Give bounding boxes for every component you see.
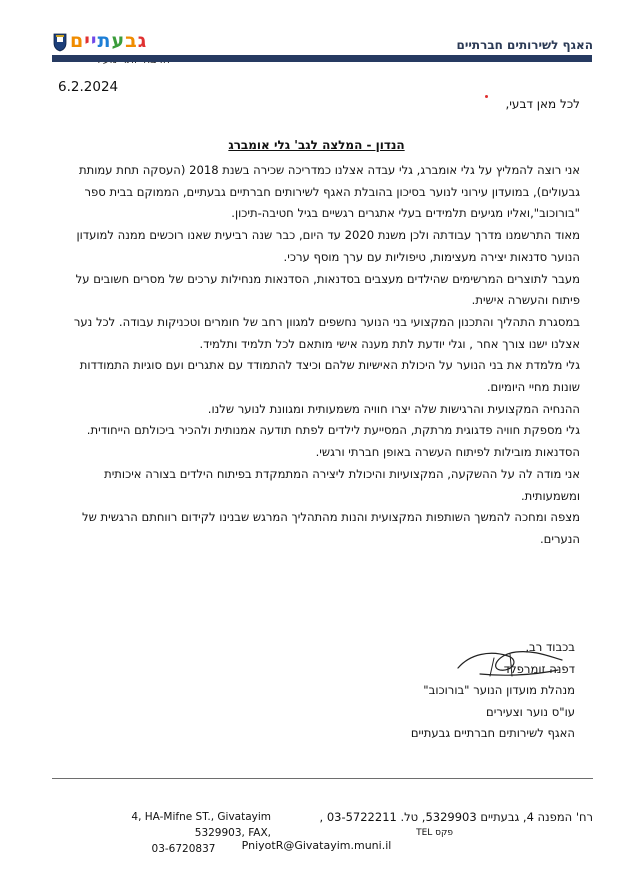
footer-address-hebrew — [320, 809, 593, 841]
salutation: לכל מאן דבעי, — [505, 97, 580, 111]
logo-letter: ע — [111, 30, 126, 52]
city-logo — [52, 30, 190, 70]
body-paragraph: מאוד התרשמנו מדרך עבודתה ולכן משנת 2020 עד היום, כבר שנה רביעית שאנו רוכשים ממנה למועדון הנוער סדנאות יצירה מעצימות, טיפוליות עם ערך מוסף ערכי. — [76, 228, 580, 264]
body-paragraph: אני מודה לה על ההשקעה, המקצועיות והיכולת ליצירה המתמקדת בפיתוח הילדים בצורה איכותית ומשמעותית. — [104, 466, 580, 503]
body-paragraph: במסגרת התהליך והתכנון המקצועי בני הנוער נחשפים למגוון רחב של חומרים וטכניקות עבודה. לכל נער אצלנו ישנו צורך אחר , וגלי יודעת לתת מענה אישי מותאם לכל תלמיד ותלמיד. — [73, 314, 580, 351]
logo-letter: ת — [97, 30, 112, 52]
body-paragraph: מעבר לתוצרים המרשימים שהילדים מעצבים בסדנאות, הסדנאות מנחילות ערכים של מסרים חשובים על פיתוח והעשרה אישית. — [75, 271, 580, 308]
closing: בכבוד רב, — [525, 640, 575, 654]
footer-divider — [52, 778, 593, 779]
header-divider — [52, 55, 592, 62]
logo-letter: י — [84, 30, 91, 52]
body-paragraph: אני רוצה להמליץ על גלי אומברג, גלי עבדה אצלנו כמדריכה שכירה בשנת 2018 (העסקה תחת עמותת גבעולים), במועדון עירוני לנוער בסיכון בהובלת האגף לשירותים חברתיים גבעתיים, הממוקם בבית ספר "בורוכוב",ואליו מגיעים תלמידים בעלי אתגרים רגשיים בגיל חטיבה-תיכון. — [78, 163, 580, 221]
footer-address-en-line1: 4, HA-Mifne ST., Givatayim 5329903, FAX, — [131, 811, 271, 839]
body-paragraph: גלי מספקת חוויה פדגוגית מרתקת, המסייעת לילדים לפתח תודעה אמנותית ולהכיר ביכולתם הייחודית. — [86, 423, 580, 438]
letter-body — [52, 160, 580, 551]
letter-date: 6.2.2024 — [58, 79, 119, 95]
logo-letter: י — [90, 30, 98, 52]
footer-email-link[interactable]: PniyotR@Givatayim.muni.il — [241, 839, 392, 852]
logo-letter: ם — [70, 30, 85, 52]
signer-name: דפנה זומרפלד — [503, 661, 575, 676]
red-mark-dot — [485, 95, 488, 98]
body-paragraph: הסדנאות מובילות לפיתוח העשרה באופן חברתי ורגשי. — [315, 445, 580, 460]
footer-address-en-line2: 03-6720837 — [151, 843, 216, 855]
footer-address-he-line1: רח' המפנה 4, גבעתיים 5329903, טל. 03-5722211 , — [319, 810, 593, 824]
logo-wordmark — [70, 30, 190, 52]
city-emblem-icon — [52, 32, 68, 52]
department-title: האגף לשירותים חברתיים — [456, 38, 593, 52]
logo-letter: ג — [137, 30, 148, 52]
body-paragraph: ההנחיה המקצועית והרגישות שלה יצרו חוויה משמעותית ומגוונת לנוער שלנו. — [207, 401, 580, 416]
signer-title: מנהלת מועדון הנוער "בורוכוב" — [423, 683, 575, 697]
handwritten-signature — [450, 646, 570, 682]
letter-subject: הנדון - המלצה לגב' גלי אומברג — [228, 138, 405, 152]
logo-letter: ב — [125, 30, 138, 52]
footer-address-he-line2: פקס TEL — [416, 828, 453, 838]
body-paragraph: מצפה ומחכה להמשך השותפות המקצועית והנות מהתהליך המרגש שבנינו לקידום רווחתם הרגשית של הנערים. — [82, 510, 580, 546]
signer-unit: עו"ס נוער וצעירים — [486, 704, 575, 719]
signer-department: האגף לשירותים חברתיים גבעתיים — [410, 726, 575, 740]
body-paragraph: גלי מלמדת את בני הנוער על היכולת האישיות שלהם וכיצד להתמודד עם אתגרים ועם סוגיות התמודדות שונות מחיי היומיום. — [79, 358, 580, 395]
